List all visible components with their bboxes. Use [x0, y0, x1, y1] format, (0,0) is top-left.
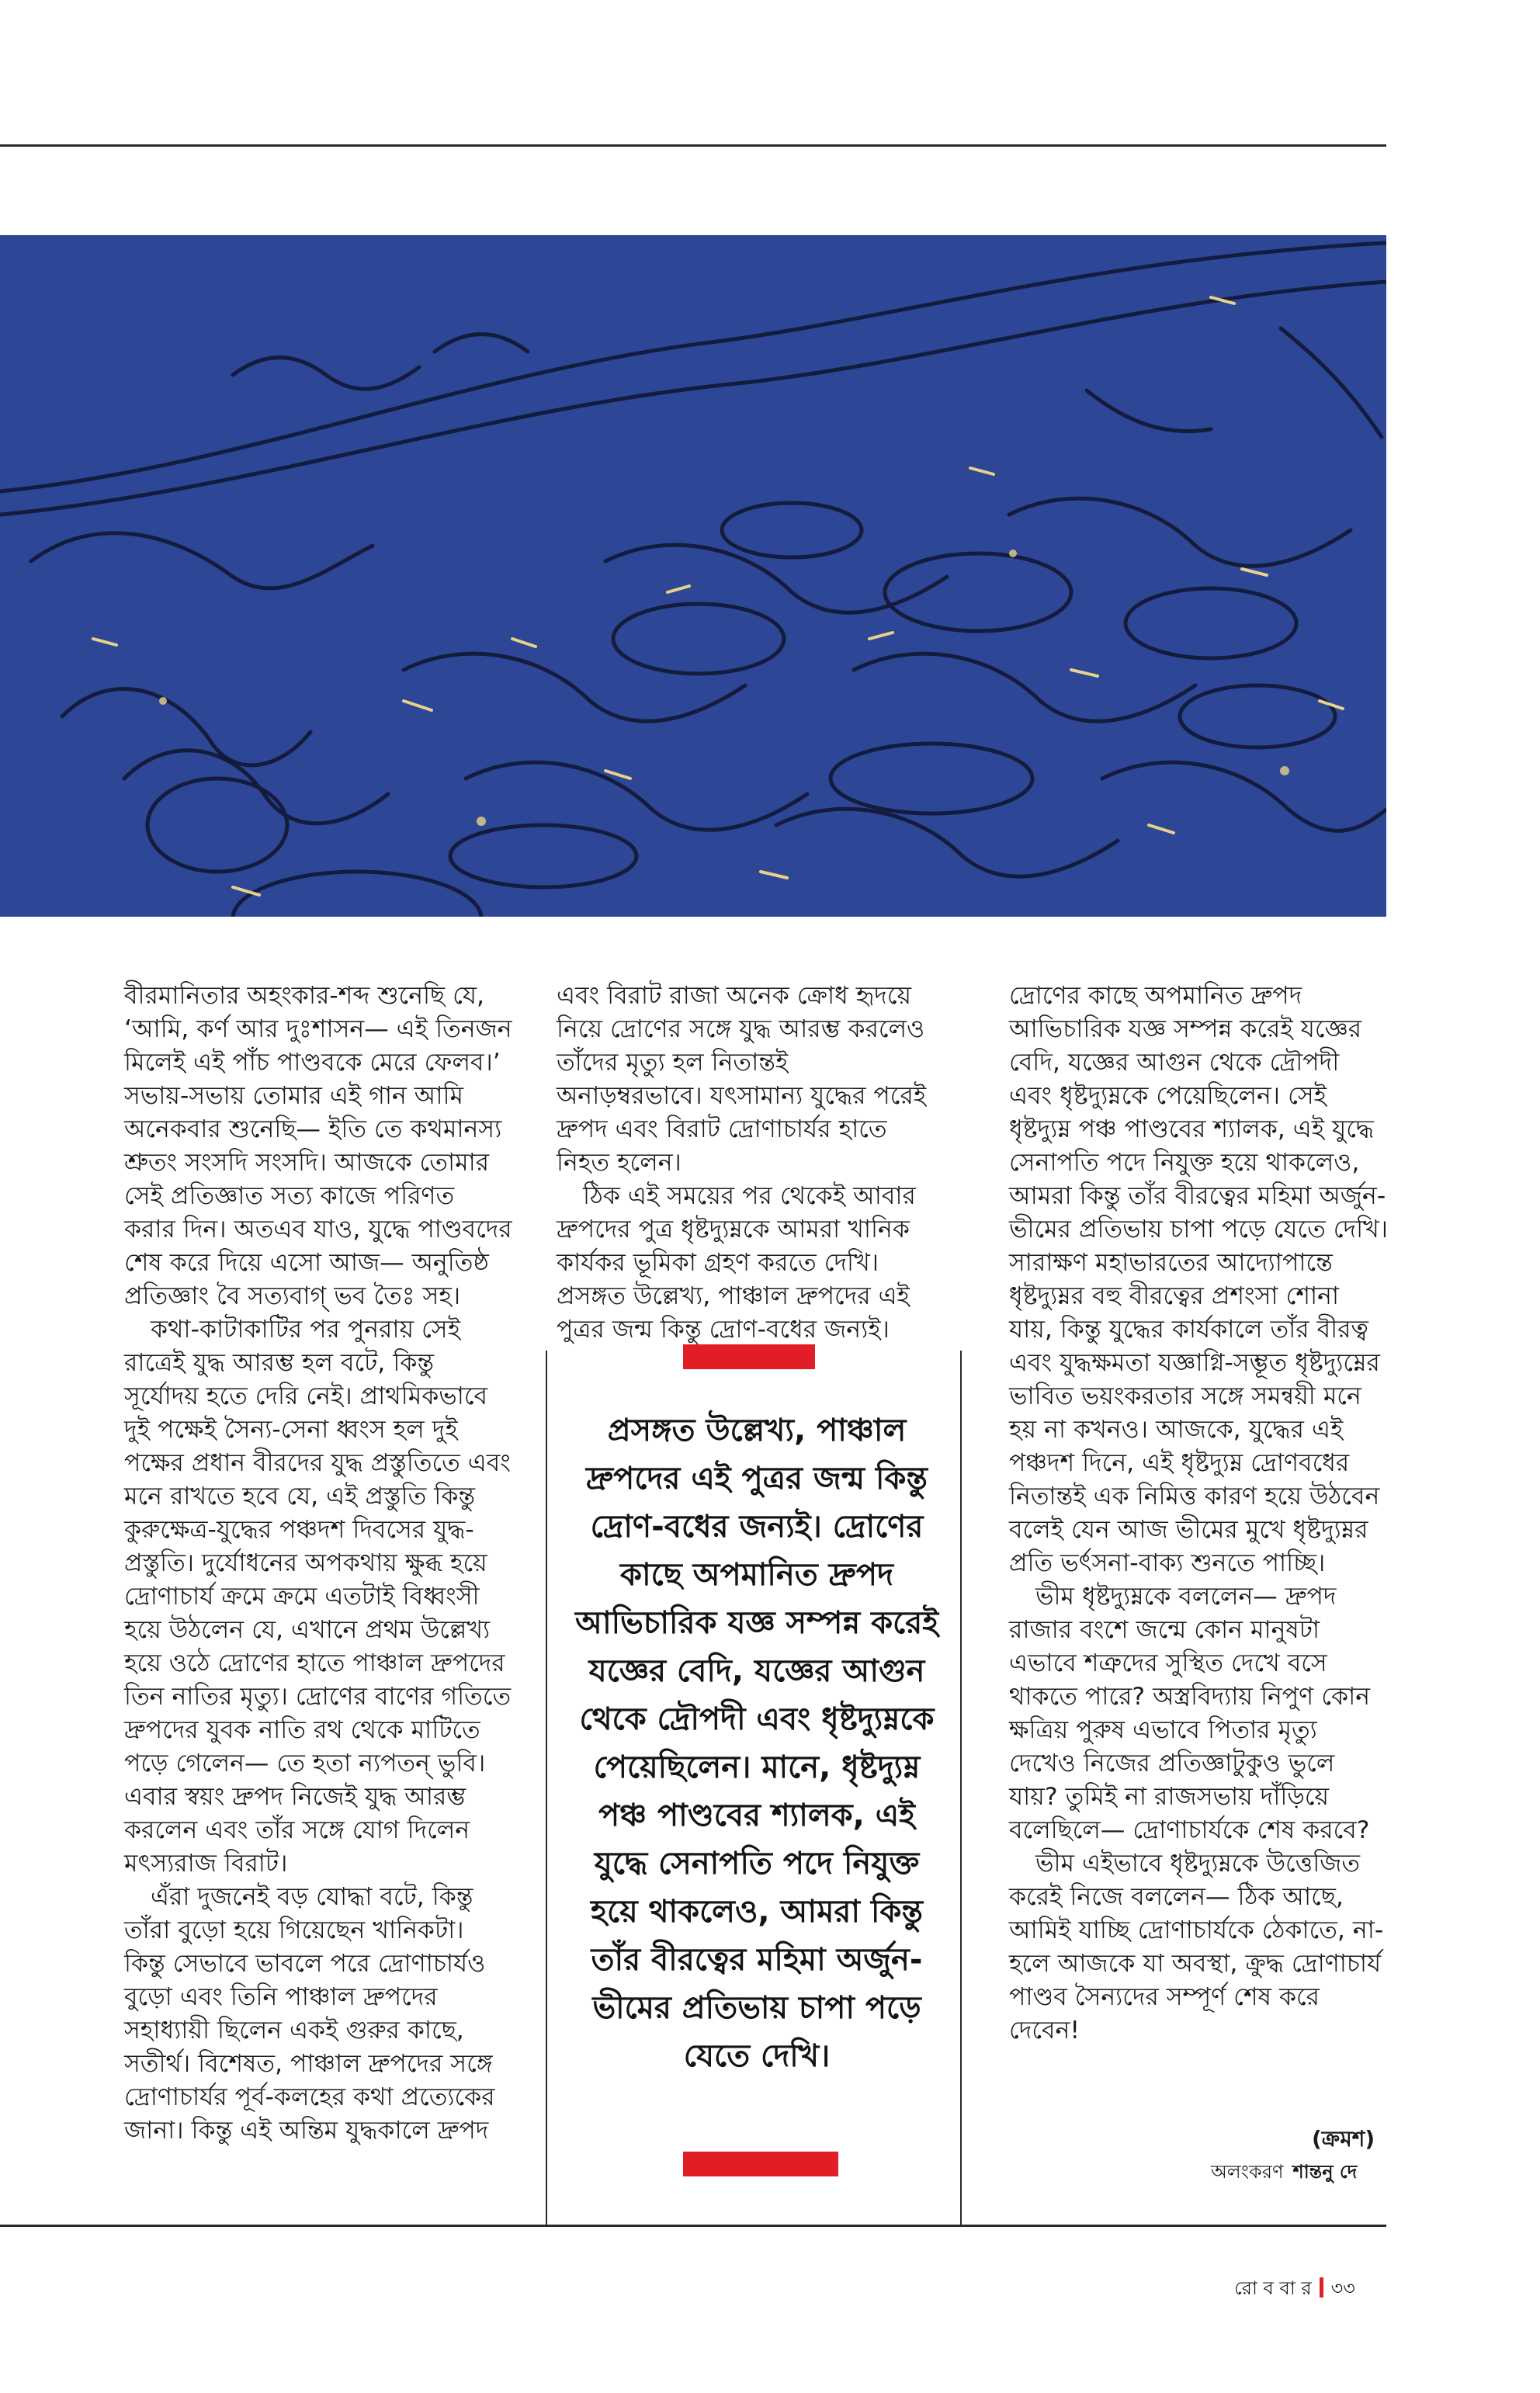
pull-quote: প্রসঙ্গত উল্লেখ্য, পাঞ্চাল দ্রুপদের এই পুত্রর জন্ম কিন্তু দ্রোণ-বধের জন্যই। দ্রোণের কাছে অপমানিত দ্রুপদ আভিচারিক যজ্ঞ সম্পন্ন করেই যজ্ঞের বেদি, যজ্ঞের আগুন থেকে দ্রৌপদী এবং ধৃষ্টদ্যুম্নকে পেয়েছিলেন। মানে, ধৃষ্টদ্যুম্ন পঞ্চ পাণ্ডবের শ্যালক, এই যুদ্ধে সেনাপতি পদে নিযুক্ত হয়ে থাকলেও, আমরা কিন্তু তাঁর বীরত্বের মহিমা অর্জুন-ভীমের প্রতিভায় চাপা পড়ে যেতে দেখি।: [574, 1413, 939, 2074]
paragraph: এবং বিরাট রাজা অনেক ক্রোধ হৃদয়ে নিয়ে দ্রোণের সঙ্গে যুদ্ধ আরম্ভ করলেও তাঁদের মৃত্যু হল নিতান্তই অনাড়ম্বরভাবে। যৎসামান্য যুদ্ধের পরেই দ্রুপদ এবং বিরাট দ্রোণাচার্যর হাতে নিহত হলেন।: [557, 982, 927, 1177]
footer-separator: [1320, 2277, 1323, 2298]
pull-quote-bottom-bar: [683, 2152, 838, 2176]
illustration-credit: [1211, 2158, 1357, 2189]
article-column-2: [557, 980, 937, 1347]
column-divider: [546, 1351, 547, 2225]
credit-name: শান্তনু দে: [1292, 2161, 1358, 2183]
battlefield-illustration: [0, 235, 1386, 917]
top-rule: [0, 144, 1386, 147]
paragraph: ভীম এইভাবে ধৃষ্টদ্যুম্নকে উত্তেজিত করেই নিজে বললেন— ঠিক আছে, আমিই যাচ্ছি দ্রোণাচার্যকে ঠেকাতে, না-হলে আজকে যা অবস্থা, ক্রুদ্ধ দ্রোণাচার্য পাণ্ডব সৈন্যদের সম্পূর্ণ শেষ করে দেবেন!: [1009, 1850, 1384, 2044]
illustration-artwork: [0, 235, 1386, 917]
paragraph: ভীম ধৃষ্টদ্যুম্নকে বললেন— দ্রুপদ রাজার বংশে জন্মে কোন মানুষটা এভাবে শত্রুদের সুস্থিত দেখে বসে থাকতে পারে? অস্ত্রবিদ্যায় নিপুণ কোন ক্ষত্রিয় পুরুষ এভাবে পিতার মৃত্যু দেখেও নিজের প্রতিজ্ঞাটুকুও ভুলে যায়? তুমিই না রাজসভায় দাঁড়িয়ে বলেছিলে— দ্রোণাচার্যকে শেষ করবে?: [1009, 1583, 1371, 1844]
column-divider: [960, 1351, 962, 2225]
page-footer: [1234, 2274, 1355, 2305]
bottom-rule: [0, 2225, 1386, 2227]
paragraph: ঠিক এই সময়ের পর থেকেই আবার দ্রুপদের পুত্র ধৃষ্টদ্যুম্নকে আমরা খানিক কার্যকর ভূমিকা গ্রহণ করতে দেখি। প্রসঙ্গত উল্লেখ্য, পাঞ্চাল দ্রুপদের এই পুত্রর জন্ম কিন্তু দ্রোণ-বধের জন্যই।: [557, 1182, 916, 1344]
pull-quote-top-bar: [683, 1344, 815, 1369]
article-column-1: [124, 980, 512, 2148]
magazine-name: রো ব বা র: [1234, 2277, 1312, 2299]
credit-label: অলংকরণ: [1211, 2161, 1284, 2183]
article-column-3: [1009, 980, 1389, 2048]
paragraph: কথা-কাটাকাটির পর পুনরায় সেই রাত্রেই যুদ্ধ আরম্ভ হল বটে, কিন্তু সূর্যোদয় হতে দেরি নেই। প্রাথমিকভাবে দুই পক্ষেই সৈন্য-সেনা ধ্বংস হল দুই পক্ষের প্রধান বীরদের যুদ্ধ প্রস্তুতিতে এবং মনে রাখতে হবে যে, এই প্রস্তুতি কিন্তু কুরুক্ষেত্র-যুদ্ধের পঞ্চদশ দিবসের যুদ্ধ-প্রস্তুতি। দুর্যোধনের অপকথায় ক্ষুব্ধ হয়ে দ্রোণাচার্য ক্রমে ক্রমে এতটাই বিধ্বংসী হয়ে উঠলেন যে, এখানে প্রথম উল্লেখ্য হয়ে ওঠে দ্রোণের হাতে পাঞ্চাল দ্রুপদের তিন নাতির মৃত্যু। দ্রোণের বাণের গতিতে দ্রুপদের যুবক নাতি রথ থেকে মাটিতে পড়ে গেলেন— তে হতা ন্যপতন্‌ ভুবি। এবার স্বয়ং দ্রুপদ নিজেই যুদ্ধ আরম্ভ করলেন এবং তাঁর সঙ্গে যোগ দিলেন মৎস্যরাজ বিরাট।: [124, 1316, 512, 1878]
continued-marker: (ক্রমশ): [1312, 2126, 1375, 2152]
paragraph: এঁরা দুজনেই বড় যোদ্ধা বটে, কিন্তু তাঁরা বুড়ো হয়ে গিয়েছেন খানিকটা। কিন্তু সেভাবে ভাবলে পরে দ্রোণাচার্যও বুড়ো এবং তিনি পাঞ্চাল দ্রুপদের সহাধ্যায়ী ছিলেন একই গুরুর কাছে, সতীর্থ। বিশেষত, পাঞ্চাল দ্রুপদের সঙ্গে দ্রোণাচার্যর পূর্ব-কলহের কথা প্রত্যেকের জানা। কিন্তু এই অন্তিম যুদ্ধকালে দ্রুপদ: [124, 1883, 495, 2145]
paragraph: দ্রোণের কাছে অপমানিত দ্রুপদ আভিচারিক যজ্ঞ সম্পন্ন করেই যজ্ঞের বেদি, যজ্ঞের আগুন থেকে দ্রৌপদী এবং ধৃষ্টদ্যুম্নকে পেয়েছিলেন। সেই ধৃষ্টদ্যুম্ন পঞ্চ পাণ্ডবের শ্যালক, এই যুদ্ধে সেনাপতি পদে নিযুক্ত হয়ে থাকলেও, আমরা কিন্তু তাঁর বীরত্বের মহিমা অর্জুন-ভীমের প্রতিভায় চাপা পড়ে যেতে দেখি। সারাক্ষণ মহাভারতের আদ্যোপান্তে ধৃষ্টদ্যুম্নর বহু বীরত্বের প্রশংসা শোনা যায়, কিন্তু যুদ্ধের কার্যকালে তাঁর বীরত্ব এবং যুদ্ধক্ষমতা যজ্ঞাগ্নি-সম্ভূত ধৃষ্টদ্যুম্নের ভাবিত ভয়ংকরতার সঙ্গে সমন্বয়ী মনে হয় না কখনও। আজকে, যুদ্ধের এই পঞ্চদশ দিনে, এই ধৃষ্টদ্যুম্ন দ্রোণবধের নিতান্তই এক নিমিত্ত কারণ হয়ে উঠবেন বলেই যেন আজ ভীমের মুখে ধৃষ্টদ্যুম্নর প্রতি ভর্ৎসনা-বাক্য শুনতে পাচ্ছি।: [1009, 982, 1389, 1577]
paragraph: বীরমানিতার অহংকার-শব্দ শুনেছি যে, ‘আমি, কর্ণ আর দুঃশাসন— এই তিনজন মিলেই এই পাঁচ পাণ্ডবকে মেরে ফেলব।’ সভায়-সভায় তোমার এই গান আমি অনেকবার শুনেছি— ইতি তে কথমানস্য শ্রুতং সংসদি সংসদি। আজকে তোমার সেই প্রতিজ্ঞাত সত্য কাজে পরিণত করার দিন। অতএব যাও, যুদ্ধে পাণ্ডবদের শেষ করে দিয়ে এসো আজ— অনুতিষ্ঠ প্রতিজ্ঞাং বৈ সত্যবাগ্‌ ভব তৈঃ সহ।: [124, 982, 512, 1310]
page-number: ৩৩: [1330, 2277, 1355, 2299]
